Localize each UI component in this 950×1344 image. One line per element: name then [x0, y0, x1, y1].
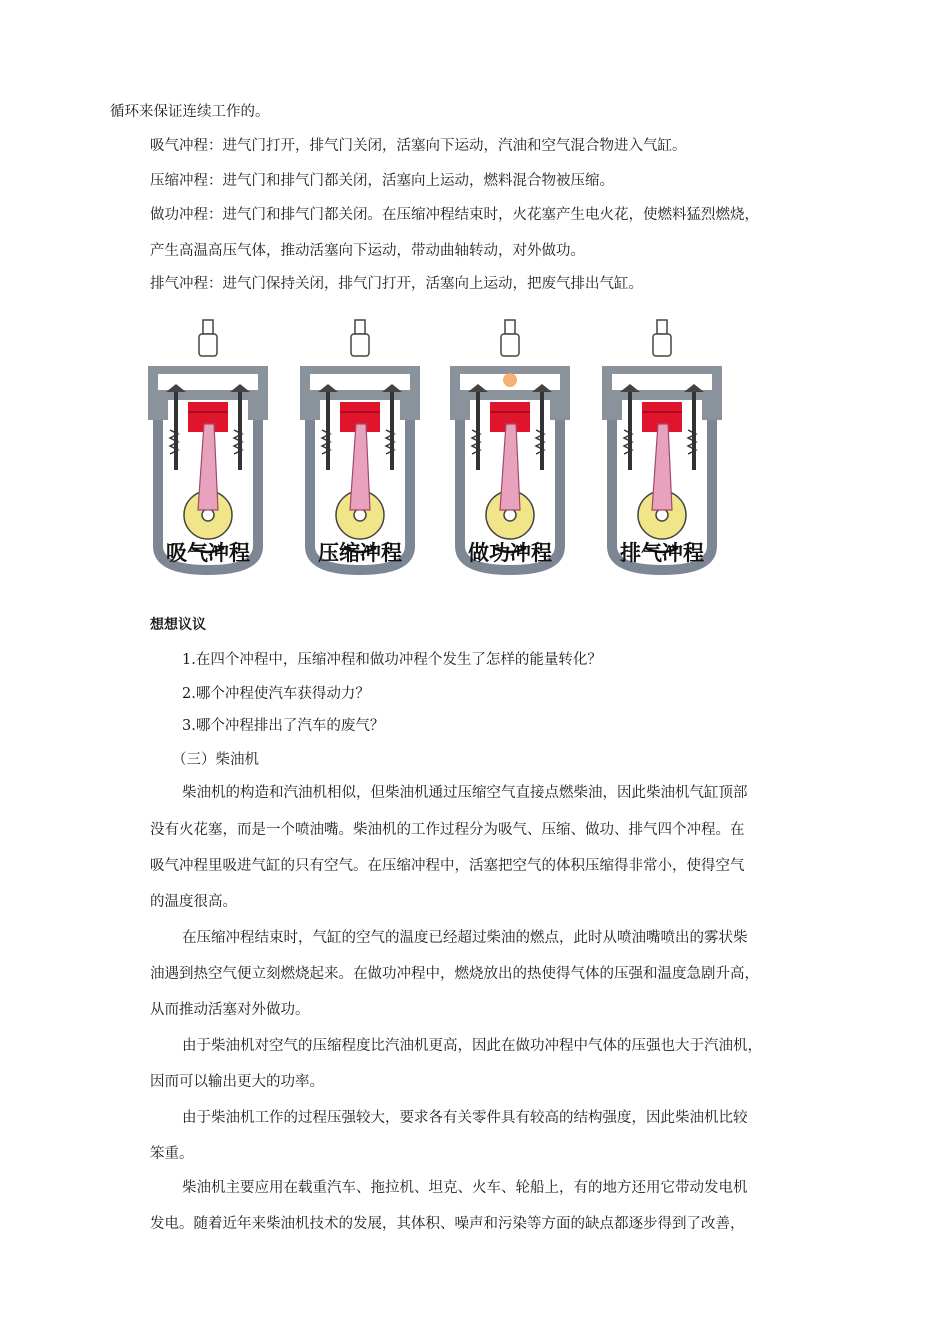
- paragraph-line: 柴油机的构造和汽油机相似，但柴油机通过压缩空气直接点燃柴油，因此柴油机气缸顶部: [182, 785, 748, 801]
- paragraph-line: 由于柴油机对空气的压缩程度比汽油机更高，因此在做功冲程中气体的压强也大于汽油机，: [182, 1038, 762, 1054]
- diesel-heading: （三）柴油机: [172, 752, 259, 768]
- paragraph-line: 柴油机主要应用在载重汽车、拖拉机、坦克、火车、轮船上，有的地方还用它带动发电机: [182, 1180, 748, 1196]
- paragraph-line: 吸气冲程里吸进气缸的只有空气。在压缩冲程中，活塞把空气的体积压缩得非常小，使得空气: [150, 858, 745, 874]
- paragraph-line: 发电。随着近年来柴油机技术的发展，其体积、噪声和污染等方面的缺点都逐步得到了改善，: [150, 1216, 745, 1232]
- paragraph-line: 没有火花塞，而是一个喷油嘴。柴油机的工作过程分为吸气、压缩、做功、排气四个冲程。在: [150, 822, 745, 838]
- question-2: 2.哪个冲程使汽车获得动力？: [182, 686, 370, 702]
- power-stroke-text: 做功冲程：进气门和排气门都关闭。在压缩冲程结束时，火花塞产生电火花，使燃料猛烈燃烧，: [150, 207, 759, 223]
- four-stroke-diagram: [140, 308, 740, 586]
- paragraph-line: 油遇到热空气便立刻燃烧起来。在做功冲程中，燃烧放出的热使得气体的压强和温度急剧升高，: [150, 966, 759, 982]
- caption-compression: 压缩冲程: [318, 541, 402, 565]
- compression-stroke-text: 压缩冲程：进气门和排气门都关闭，活塞向上运动，燃料混合物被压缩。: [150, 173, 614, 189]
- question-3: 3.哪个冲程排出了汽车的废气？: [182, 718, 385, 734]
- section-heading: 想想议议: [150, 617, 206, 633]
- exhaust-stroke-text: 排气冲程：进气门保持关闭，排气门打开，活塞向上运动，把废气排出气缸。: [150, 276, 643, 292]
- caption-intake: 吸气冲程: [166, 541, 250, 565]
- paragraph-line: 因而可以输出更大的功率。: [150, 1074, 324, 1090]
- intake-stroke-text: 吸气冲程：进气门打开，排气门关闭，活塞向下运动，汽油和空气混合物进入气缸。: [150, 138, 687, 154]
- power-stroke-text-cont: 产生高温高压气体，推动活塞向下运动，带动曲轴转动，对外做功。: [150, 243, 585, 259]
- paragraph-line: 在压缩冲程结束时，气缸的空气的温度已经超过柴油的燃点，此时从喷油嘴喷出的雾状柴: [182, 930, 748, 946]
- paragraph-line: 的温度很高。: [150, 894, 237, 910]
- paragraph-line: 从而推动活塞对外做功。: [150, 1002, 310, 1018]
- question-1: 1.在四个冲程中，压缩冲程和做功冲程个发生了怎样的能量转化？: [182, 652, 602, 668]
- caption-exhaust: 排气冲程: [620, 541, 704, 565]
- text-line: 循环来保证连续工作的。: [110, 104, 270, 120]
- caption-power: 做功冲程: [468, 541, 552, 565]
- paragraph-line: 由于柴油机工作的过程压强较大，要求各有关零件具有较高的结构强度，因此柴油机比较: [182, 1110, 748, 1126]
- paragraph-line: 笨重。: [150, 1146, 194, 1162]
